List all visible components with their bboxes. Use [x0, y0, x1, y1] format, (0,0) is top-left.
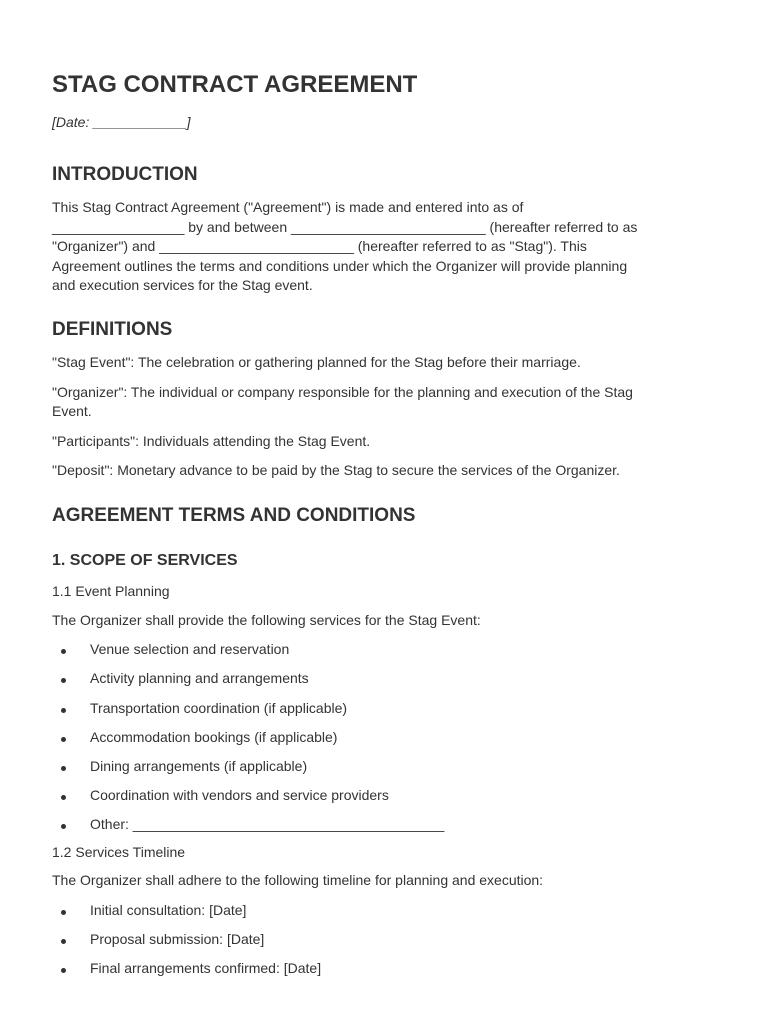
- intro-line: "Organizer") and _________________________ (hereafter referred to as "Stag"). This: [52, 238, 587, 255]
- bullet-icon: [61, 824, 66, 829]
- list-item-text: Final arrangements confirmed: [Date]: [90, 960, 322, 977]
- bullet-icon: [61, 737, 66, 742]
- scope-heading: 1. SCOPE OF SERVICES: [52, 551, 238, 569]
- bullet-icon: [61, 766, 66, 771]
- bullet-icon: [61, 678, 66, 683]
- definition-text: Event.: [52, 403, 92, 420]
- bullet-icon: [61, 968, 66, 973]
- services-timeline-list: [52, 901, 722, 979]
- intro-line: This Stag Contract Agreement ("Agreement") is made and entered into as of: [52, 199, 524, 215]
- introduction-paragraph: [52, 198, 722, 296]
- definition-text: "Organizer": The individual or company responsible for the planning and execution of the Stag: [52, 383, 633, 400]
- intro-line: _________________ by and between _________________________ (hereafter referred to as: [52, 218, 638, 235]
- document-title: STAG CONTRACT AGREEMENT: [52, 71, 418, 98]
- list-item: [52, 669, 722, 689]
- event-planning-heading: 1.1 Event Planning: [52, 582, 170, 599]
- list-item-text: Other: ________________________________________: [90, 816, 445, 833]
- introduction-heading: INTRODUCTION: [52, 164, 198, 185]
- list-item: [52, 699, 722, 719]
- bullet-icon: [61, 795, 66, 800]
- list-item: [52, 757, 722, 777]
- bullet-icon: [61, 939, 66, 944]
- list-item-text: Dining arrangements (if applicable): [90, 757, 308, 774]
- list-item: [52, 815, 722, 835]
- bullet-icon: [61, 910, 66, 915]
- date-line: [Date: ____________]: [52, 114, 191, 130]
- list-item-text: Coordination with vendors and service providers: [90, 787, 389, 804]
- services-timeline-intro: The Organizer shall adhere to the following timeline for planning and execution:: [52, 872, 544, 889]
- list-item: [52, 901, 722, 921]
- list-item: [52, 728, 722, 748]
- document-page: [52, 70, 722, 979]
- definition-deposit: [52, 461, 722, 481]
- definition-organizer: [52, 383, 722, 422]
- intro-line: and execution services for the Stag event.: [52, 277, 313, 294]
- terms-heading: AGREEMENT TERMS AND CONDITIONS: [52, 504, 416, 526]
- event-planning-intro: The Organizer shall provide the following services for the Stag Event:: [52, 611, 481, 628]
- definition-participants: [52, 432, 722, 452]
- definition-text: "Deposit": Monetary advance to be paid by the Stag to secure the services of the Organizer.: [52, 462, 620, 479]
- event-planning-list: [52, 640, 722, 835]
- services-timeline-heading: 1.2 Services Timeline: [52, 843, 186, 860]
- list-item-text: Initial consultation: [Date]: [90, 902, 247, 919]
- list-item-text: Accommodation bookings (if applicable): [90, 728, 338, 745]
- list-item: [52, 640, 722, 660]
- definition-text: "Stag Event": The celebration or gathering planned for the Stag before their marriage.: [52, 353, 581, 370]
- list-item-text: Proposal submission: [Date]: [90, 931, 265, 948]
- list-item-text: Activity planning and arrangements: [90, 670, 309, 687]
- list-item: [52, 930, 722, 950]
- list-item-text: Transportation coordination (if applicable): [90, 699, 348, 716]
- list-item: [52, 786, 722, 806]
- definition-stag-event: [52, 353, 722, 373]
- bullet-icon: [61, 649, 66, 654]
- intro-line: Agreement outlines the terms and conditions under which the Organizer will provide planning: [52, 257, 628, 274]
- definition-text: "Participants": Individuals attending the Stag Event.: [52, 432, 371, 449]
- list-item-text: Venue selection and reservation: [90, 641, 290, 658]
- bullet-icon: [61, 708, 66, 713]
- list-item: [52, 959, 722, 979]
- definitions-heading: DEFINITIONS: [52, 318, 173, 340]
